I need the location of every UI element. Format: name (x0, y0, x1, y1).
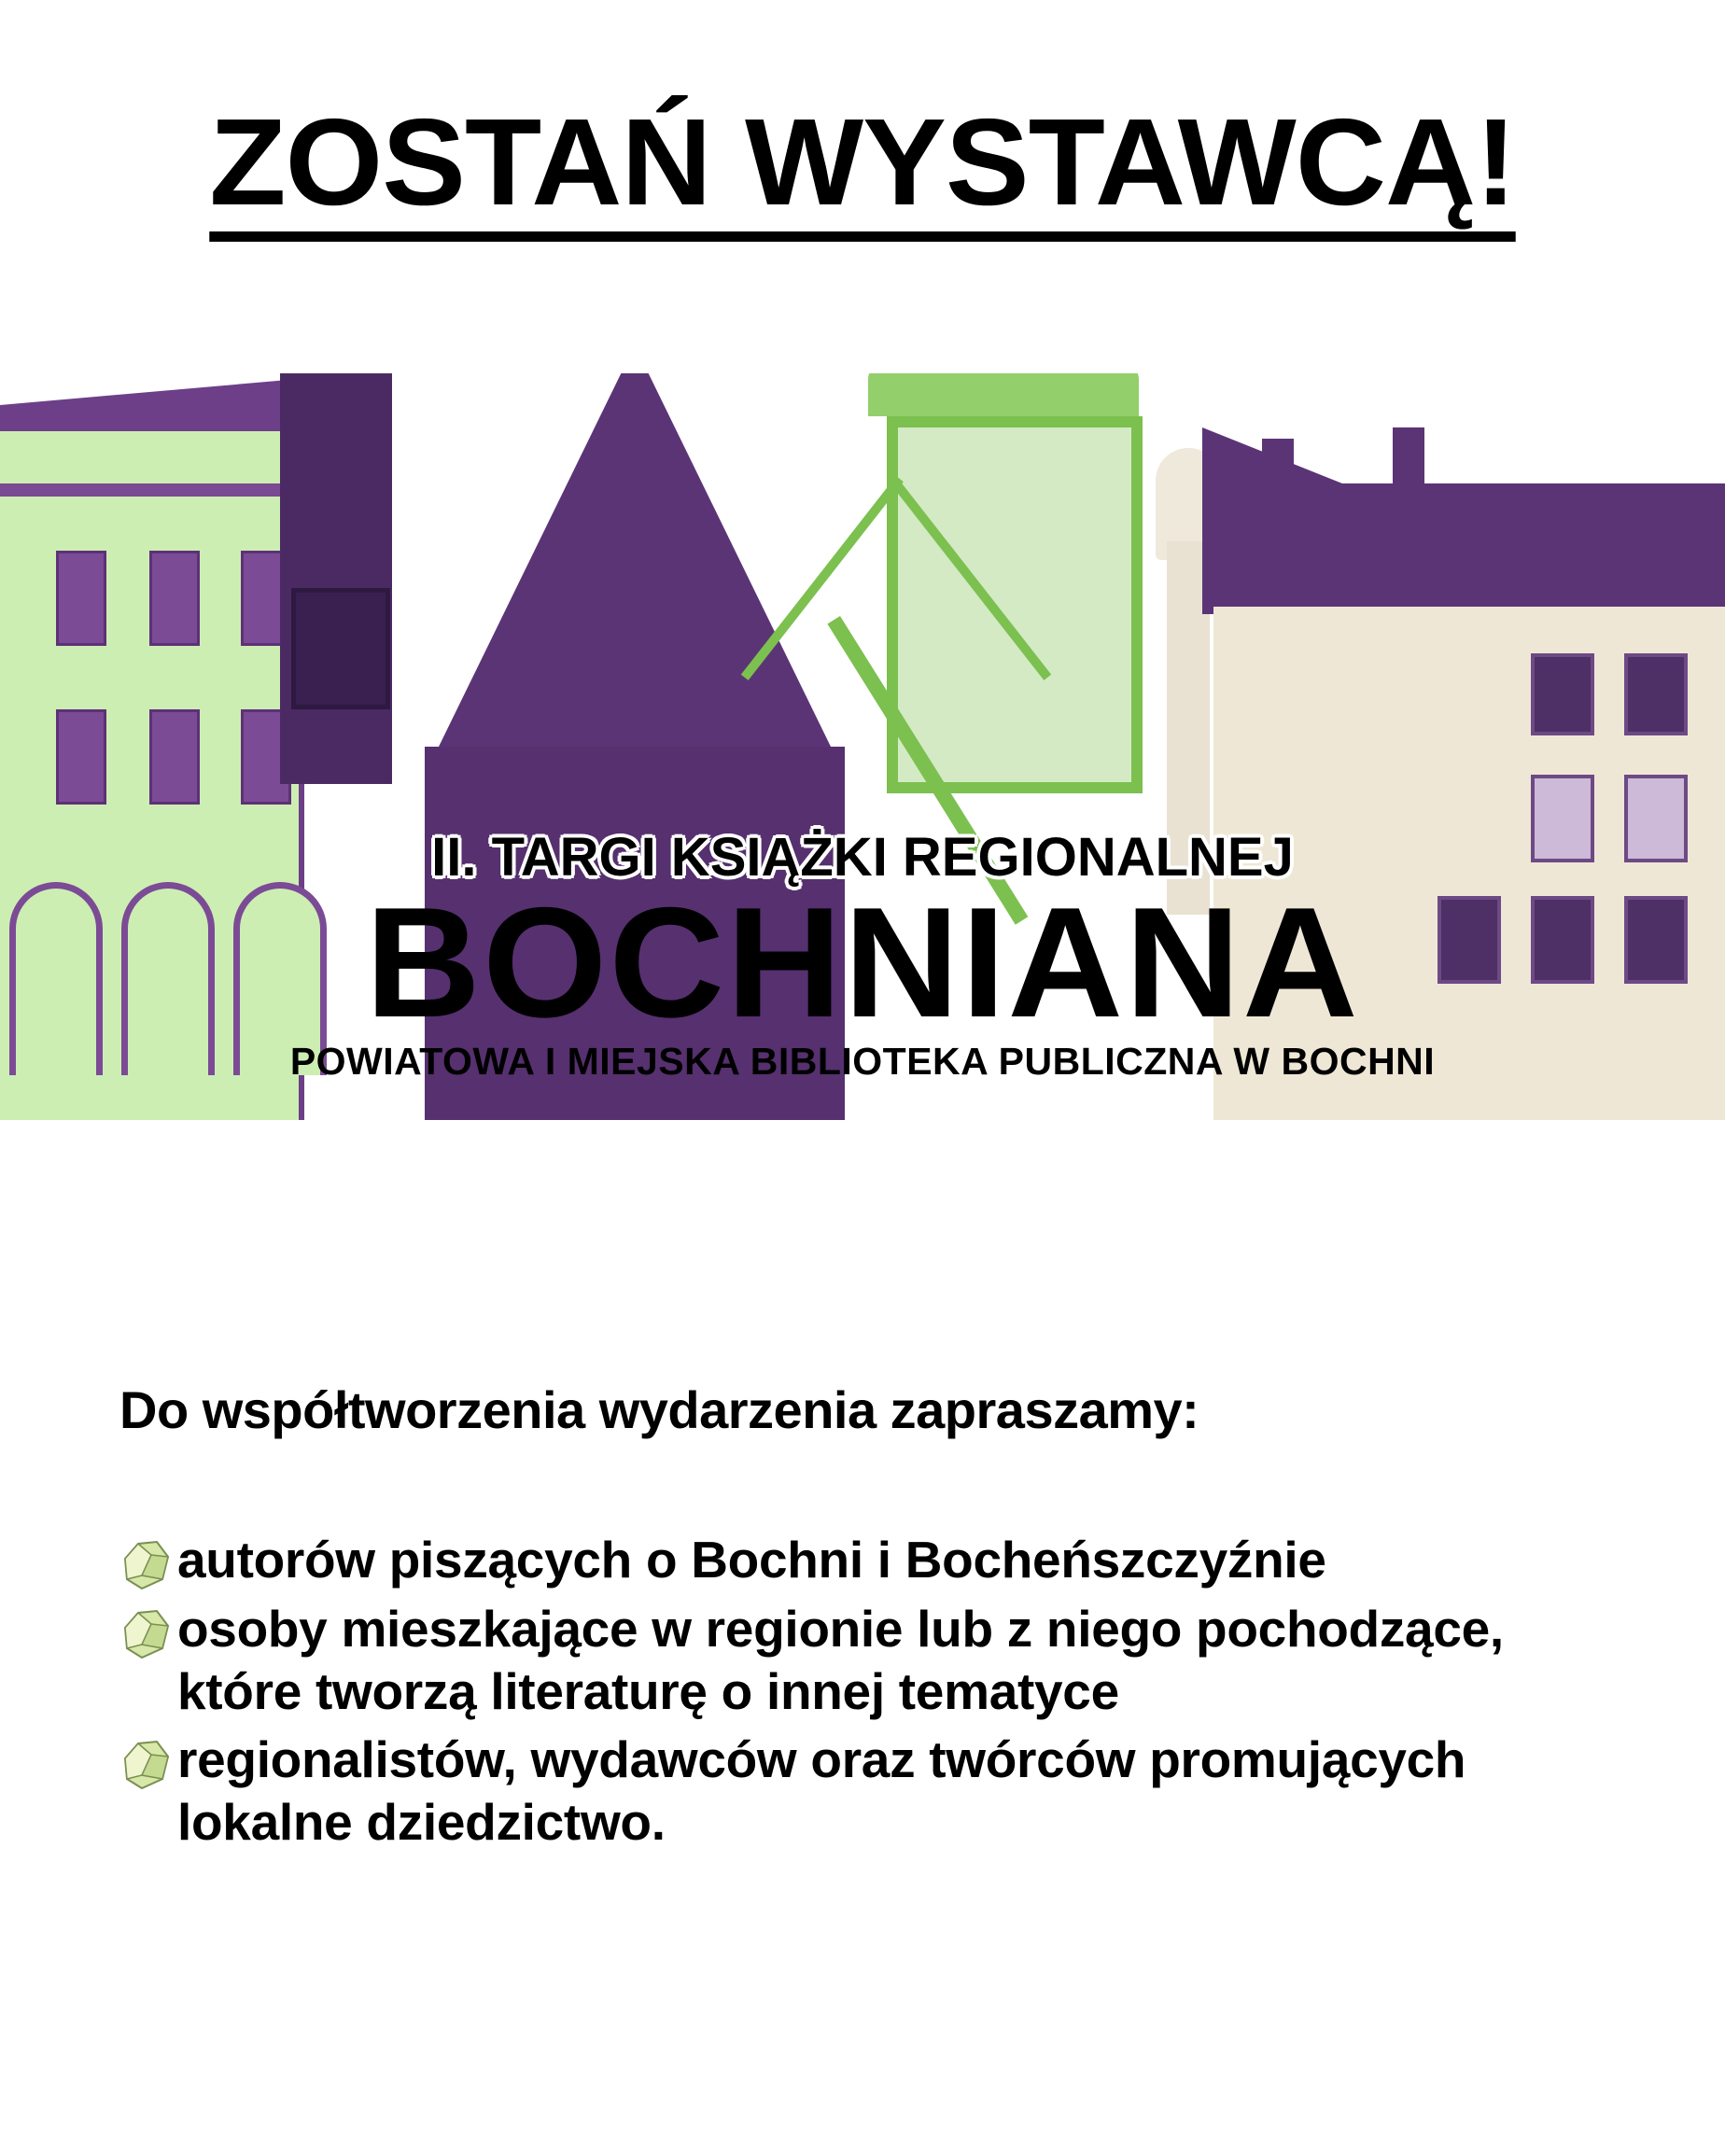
salt-crystal-icon (119, 1538, 172, 1592)
salt-crystal-icon (119, 1738, 172, 1792)
window (149, 709, 200, 805)
wooden-church-roof (439, 373, 831, 747)
chimney (1262, 439, 1294, 495)
list-item (119, 1598, 1632, 1723)
list-item (119, 1529, 1632, 1592)
headframe-bracing (896, 476, 1111, 756)
window (149, 551, 200, 646)
list-item-label: regionalistów, wydawców oraz twórców promujących lokalne dziedzictwo. (177, 1729, 1466, 1851)
window (56, 709, 106, 805)
event-title-block (0, 827, 1725, 1084)
salt-crystal-icon (119, 1607, 172, 1661)
list-item (119, 1729, 1632, 1854)
event-subtitle: II. TARGI KSIĄŻKI REGIONALNEJ (431, 827, 1294, 888)
window (1531, 653, 1594, 735)
invitee-list (119, 1529, 1632, 1854)
historic-building-roof (1202, 483, 1725, 614)
church-tower (280, 373, 392, 784)
window (1624, 653, 1688, 735)
list-item-label: autorów piszących o Bochni i Bocheńszczyźnie (177, 1530, 1326, 1589)
list-item-label: osoby mieszkające w regionie lub z niego pochodzące, które tworzą literaturę o innej tematyce (177, 1599, 1504, 1720)
organizer-line: POWIATOWA I MIEJSKA BIBLIOTEKA PUBLICZNA W BOCHNI (289, 1039, 1436, 1083)
belfry-opening (291, 588, 390, 709)
window (56, 551, 106, 646)
event-title: BOCHNIANA (365, 875, 1360, 1050)
body-content (119, 1381, 1632, 1859)
town-hall-cornice (0, 483, 308, 497)
salt-mine-headframe (868, 373, 1139, 887)
chimney (1393, 427, 1424, 493)
headline-container (0, 93, 1725, 242)
headframe-hood (868, 373, 1139, 416)
page-title: ZOSTAŃ WYSTAWCĄ! (209, 101, 1516, 242)
invitation-line: Do współtworzenia wydarzenia zapraszamy: (119, 1380, 1199, 1439)
